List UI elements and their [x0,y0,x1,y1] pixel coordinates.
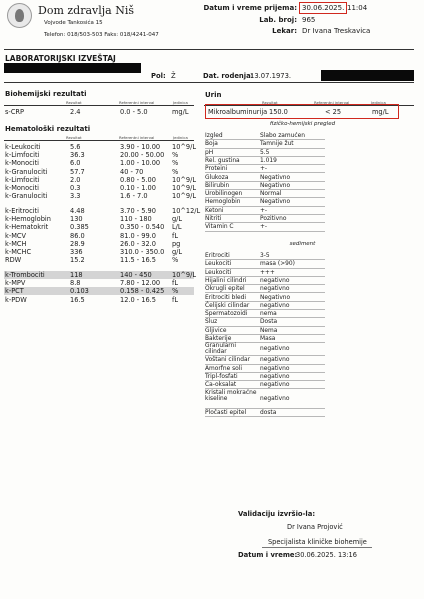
test-name: k-MCV [5,231,27,240]
urine-result-row [205,302,325,310]
lab-result-row [4,287,194,295]
clinic-address: Vojvode Tankosića 15 [44,20,103,26]
test-name: k-MCHC [5,248,32,256]
reference-range: 0.350 - 0.540 [120,223,165,232]
test-name: k-Granulociti [5,192,48,201]
urine-test-value: Nema [260,327,278,334]
urine-result-row [205,252,325,260]
col-result: Rezultat [66,100,82,105]
test-unit: g/L [172,248,183,256]
urine-test-name: Tripl-fosfati [205,373,238,380]
hemato-divider [4,140,194,141]
urine-result-row [205,294,325,302]
biochem-divider [4,105,194,106]
test-name: k-Limfociti [5,175,40,184]
dob-value: 13.07.1973. [250,72,292,80]
test-result: 86.0 [70,231,85,240]
test-unit: % [172,167,179,176]
test-result: 3.3 [70,192,81,201]
urine-test-value: Pozitivno [260,216,287,222]
col-unit: Jedinica [173,135,188,140]
test-name: k-MPV [5,279,26,288]
hemato-title: Hematološki rezultati [5,125,91,133]
clinic-logo [7,3,32,28]
urine-result-row [205,327,325,335]
test-name: k-Leukociti [5,143,41,151]
lab-result-row [4,223,194,231]
lab-result-row [4,240,194,248]
urine-result-row [205,140,325,148]
microalbumin-result: 150.0 [269,108,288,116]
reference-range: 0.158 - 0.425 [120,287,165,296]
test-result: 57.7 [70,167,85,176]
redacted-patient-id [321,70,414,81]
urine-test-name: Hemoglobin [205,199,241,206]
lab-result-row [4,279,194,287]
test-unit: 10^9/L [172,192,197,201]
test-result: 0.103 [70,287,89,296]
physchem-subtitle: fizičko-hemijski pregled [269,121,336,127]
test-unit: 10^9/L [172,143,197,151]
reference-range: 12.0 - 16.5 [120,295,156,304]
urine-test-name: Leukociti [205,261,232,268]
reference-range: 1.00 - 10.00 [120,159,161,168]
urine-test-value: +++ [260,269,275,276]
urine-test-value: Negativno [260,174,291,181]
test-unit: 10^9/L [172,175,197,184]
test-unit: % [172,287,179,296]
test-unit: fL [172,279,178,288]
validation-title: Validaciju izvršio-la: [238,510,316,518]
test-name: k-Hemoglobin [5,215,51,224]
lab-result-row [4,175,197,184]
urine-test-name: Bakterije [205,336,232,342]
urine-title: Urin [205,91,222,99]
lab-result-row [4,271,197,279]
lab-result-row [4,256,194,264]
reference-range: 7.80 - 12.00 [120,279,161,288]
urine-test-value: negativno [260,286,290,293]
test-unit: 10^9/L [172,184,197,192]
reference-range: 3.70 - 5.90 [120,207,156,215]
urine-result-row [205,190,325,198]
urine-result-row [205,260,325,268]
test-result: 28.9 [70,239,85,248]
test-name: RDW [5,256,22,265]
urine-test-name: Hijalini cilindri [205,277,247,284]
urine-test-value: Dosta [260,319,278,326]
col-result: Rezultat [262,100,278,105]
test-unit: mg/L [172,108,189,116]
lab-result-row [4,184,197,192]
lab-result-row [4,215,194,223]
urine-result-row [205,198,325,206]
redacted-patient-name [4,63,141,73]
urine-test-name: Leukociti [205,269,232,276]
urine-test-value: negativno [260,302,290,309]
test-unit: fL [172,231,178,240]
urine-test-value: Negativno [260,182,291,189]
validation-datetime-label: Datum i vreme: [238,551,298,559]
test-name: k-Hematokrit [5,223,49,232]
test-unit: fL [172,295,178,304]
urine-test-value: Normal [260,191,282,198]
urine-test-name: Vitamin C [205,224,234,231]
urine-test-value: negativno [260,346,290,353]
reference-range: 40 - 70 [120,167,144,176]
urine-result-row [205,157,325,165]
urine-test-name: Ca-oksalat [205,382,237,389]
urine-test-value: negativno [260,365,290,372]
urine-test-name: pH [205,149,214,156]
doctor-name: Dr Ivana Treskavica [302,27,371,35]
microalbumin-name: Mikroalbuminurija [208,108,268,116]
reception-label: Datum i vreme prijema: [203,4,297,12]
urine-result-row [205,285,325,293]
test-unit: 10^9/L [172,271,197,279]
col-unit: Jedinica [173,100,188,105]
urine-test-value: Negativno [260,199,291,206]
lab-result-row [4,159,194,167]
urine-result-row [205,381,325,389]
urine-result-row [205,207,325,215]
test-result: 0.385 [70,223,89,232]
urine-test-name: Urobilinogen [205,191,243,198]
urine-test-name: Sluz [205,319,218,326]
reference-range: 0.80 - 5.00 [120,175,156,184]
sex-label: Pol: [151,72,166,80]
test-result: 4.48 [70,207,85,215]
urine-test-value: nema [260,311,277,318]
urine-test-name: Glukoza [205,174,229,181]
urine-test-value: 3-5 [260,253,270,259]
urine-test-value: Negativno [260,294,291,301]
col-reference: Referentni interval [119,100,155,105]
reference-range: 310.0 - 350.0 [120,248,165,256]
urine-test-value: negativno [260,373,290,380]
test-unit: % [172,159,179,168]
urine-test-name: Ćelijski cilindar [205,302,250,309]
urine-test-value: Masa [260,336,276,342]
test-result: 36.3 [70,151,85,160]
signature-line [262,547,372,548]
urine-test-value: +- [260,166,268,173]
urine-result-row [205,318,325,326]
lab-result-row [4,248,194,256]
urine-result-row [205,365,325,373]
urine-result-row [205,132,325,140]
microalbumin-unit: mg/L [372,108,389,116]
urine-test-name: Boja [205,141,218,148]
urine-test-value: negativno [260,277,290,284]
urine-result-row [205,277,325,285]
test-unit: 10^12/L [172,207,201,215]
reference-range: 20.00 - 50.00 [120,151,165,160]
urine-test-name: Izgled [205,133,223,139]
test-result: 130 [70,215,83,224]
sediment-subtitle: sediment [289,241,316,247]
test-name: k-Granulociti [5,167,48,176]
reference-range: 0.10 - 1.00 [120,184,156,192]
reference-range: 11.5 - 16.5 [120,256,156,265]
urine-result-row [205,165,325,173]
validation-name: Dr Ivana Projović [287,523,343,531]
col-result: Rezultat [66,135,82,140]
col-reference: Referentni interval [314,100,350,105]
biochem-title: Biohemijski rezultati [5,90,87,98]
urine-test-value: dosta [260,409,277,416]
reference-range: 140 - 450 [120,271,152,279]
urine-test-value: 1.019 [260,157,277,164]
reference-range: 1.6 - 7.0 [120,192,148,201]
urine-test-name: Gljivice [205,327,227,334]
test-unit: % [172,256,179,265]
urine-test-name: Okrugli epitel [205,286,245,293]
test-result: 6.0 [70,159,81,168]
test-name: k-Eritrociti [5,207,39,215]
lab-result-row [4,151,194,159]
col-reference: Referentni interval [119,135,155,140]
clinic-name: Dom zdravlja Niš [38,4,135,17]
urine-test-name: Ketoni [205,207,224,214]
urine-result-row [205,356,325,364]
urine-test-name: Nitriti [205,216,222,222]
test-result: 2.4 [70,108,81,116]
test-result: 0.3 [70,184,81,192]
urine-test-value: negativno [260,395,290,402]
reception-date: 30.06.2025. [302,4,345,12]
urine-test-name: Granularni cilindar [205,343,236,356]
reception-time: 11:04 [347,4,368,12]
lab-result-row [4,207,201,215]
sex-value: Ž [171,72,176,80]
urine-test-name: Voštani cilindar [205,357,251,364]
col-unit: Jedinica [371,100,386,105]
test-name: k-Monociti [5,159,40,168]
microalbumin-ref: < 25 [325,108,342,116]
urine-result-row [205,223,325,231]
validation-role: Specijalista kliničke biohemije [268,538,367,546]
lab-result-row [4,108,194,116]
urine-result-row [205,149,325,157]
urine-test-name: Kristali mokraćne kiseline [205,389,257,402]
reference-range: 110 - 180 [120,215,152,224]
urine-result-row [205,182,325,190]
urine-test-value: +- [260,224,268,231]
patient-divider [4,82,414,83]
lab-result-row [4,143,197,151]
urine-test-value: negativno [260,382,290,389]
urine-result-row [205,174,325,182]
test-result: 118 [70,271,83,279]
reference-range: 81.0 - 99.0 [120,231,156,240]
microalbumin-row [208,108,398,116]
urine-test-name: Rel. gustina [205,157,240,164]
doctor-label: Lekar: [272,27,297,35]
test-unit: pg [172,239,181,248]
test-name: k-Limfociti [5,151,40,160]
urine-test-name: Proteini [205,166,228,173]
urine-result-row [205,390,325,409]
test-name: k-MCH [5,239,27,248]
urine-test-value: Slabo zamućen [260,133,305,139]
lab-number: 965 [302,16,316,24]
urine-test-value: masa (>90) [260,261,295,268]
lab-result-row [4,192,197,201]
urine-result-row [205,409,325,417]
urine-test-value: negativno [260,357,290,364]
reference-range: 3.90 - 10.00 [120,143,161,151]
lab-number-label: Lab. broj: [259,16,297,24]
urine-result-row [205,269,325,277]
report-title: LABORATORIJSKI IZVEŠTAJ [5,54,116,63]
urine-result-row [205,215,325,223]
urine-test-name: Eritrociti bledi [205,294,247,301]
test-result: 5.6 [70,143,81,151]
lab-result-row [4,232,194,240]
urine-test-name: Eritrociti [205,253,230,259]
test-name: k-Monociti [5,184,40,192]
reference-range: 26.0 - 32.0 [120,239,156,248]
lab-result-row [4,168,194,176]
urine-result-row [205,373,325,381]
test-result: 2.0 [70,175,81,184]
test-name: k-Trombociti [5,271,45,279]
urine-test-name: Amorfne soli [205,365,243,372]
dob-label: Dat. rodenja: [203,72,254,80]
test-result: 8.8 [70,279,81,288]
test-result: 336 [70,248,83,256]
lab-result-row [4,296,194,304]
test-name: s-CRP [5,108,24,116]
reference-range: 0.0 - 5.0 [120,108,148,116]
urine-result-row [205,310,325,318]
test-result: 16.5 [70,295,85,304]
urine-result-row [205,335,325,343]
test-unit: L/L [172,223,182,232]
urine-test-value: 5.5 [260,149,270,156]
clinic-phone-fax: Telefon: 018/503-503 Faks: 018/4241-047 [44,32,159,38]
urine-test-value: +- [260,207,268,214]
validation-datetime: 30.06.2025. 13:16 [296,551,357,559]
urine-result-row [205,343,325,356]
test-unit: % [172,151,179,160]
urine-test-name: Spermatozoidi [205,311,248,318]
test-unit: g/L [172,215,183,224]
test-name: k-PDW [5,295,27,304]
test-result: 15.2 [70,256,85,265]
urine-test-value: Tamnije žut [260,141,294,148]
header-divider [4,49,414,50]
test-name: k-PCT [5,287,24,296]
urine-test-name: Pločasti epitel [205,409,247,416]
urine-test-name: Bilirubin [205,182,230,189]
